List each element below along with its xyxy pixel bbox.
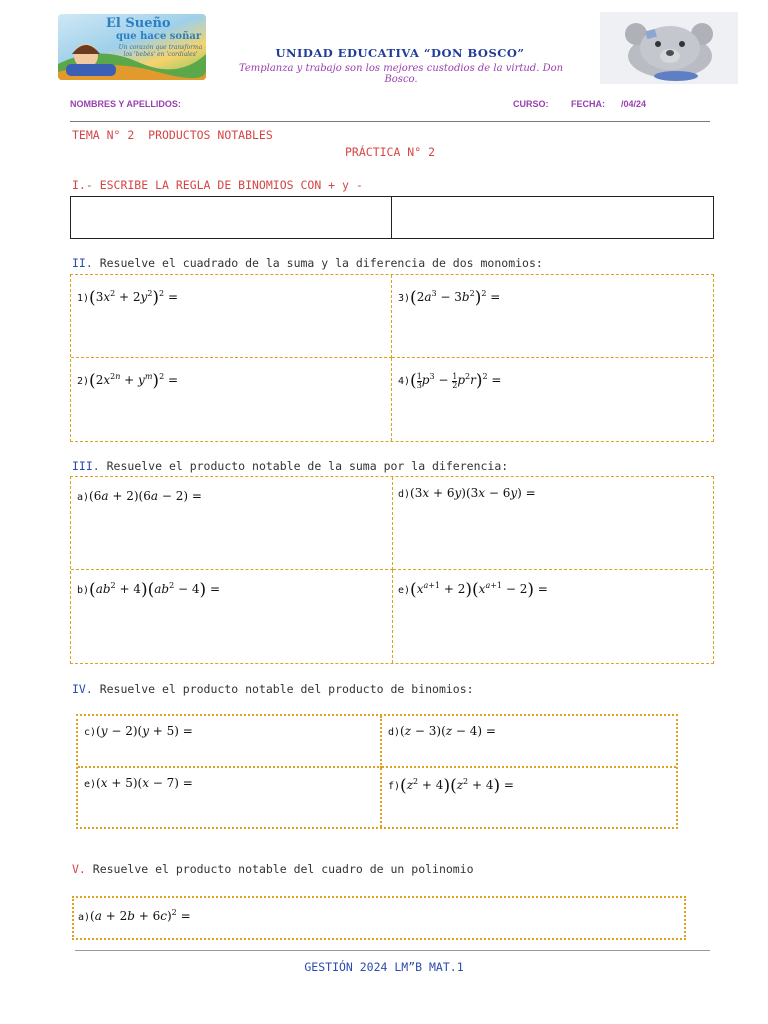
- date-label: FECHA:: [571, 99, 605, 109]
- school-name: UNIDAD EDUCATIVA “DON BOSCO”: [275, 46, 525, 60]
- logo-subtitle: que hace soñar: [116, 31, 202, 42]
- exercise-label: 2): [77, 376, 90, 387]
- logo-tagline: Un corazón que transforma los 'bebés' en 'cordiales': [118, 44, 203, 58]
- section-3-grid: [70, 476, 714, 664]
- exercise-cell[interactable]: [78, 716, 382, 768]
- exercise-f: $f)(z^2 + 4)(z^2 + 4)$ =: [388, 776, 514, 796]
- section-4-grid: [76, 714, 678, 829]
- section-3-numeral: III.: [72, 459, 100, 473]
- section-3-heading: [72, 459, 508, 473]
- exercise-cell[interactable]: [392, 275, 713, 358]
- exercise-cell[interactable]: [392, 358, 713, 441]
- exercise-1: $1)(3x^2 + 2y^2)^2$ =: [77, 288, 179, 308]
- section-1-heading: I.- ESCRIBE LA REGLA DE BINOMIOS CON + y -: [72, 178, 363, 192]
- rule-plus-cell[interactable]: [71, 197, 392, 238]
- section-3-text: Resuelve el producto notable de la suma por la diferencia:: [99, 459, 509, 473]
- section-4-numeral: IV.: [72, 682, 93, 696]
- section-5-text: Resuelve el producto notable del cuadro de un polinomio: [85, 862, 474, 876]
- exercise-cell[interactable]: [71, 570, 393, 663]
- section-2-text: Resuelve el cuadrado de la suma y la diferencia de dos monomios:: [92, 256, 543, 270]
- exercise-cell[interactable]: [71, 477, 393, 570]
- section-4-text: Resuelve el producto notable del producto de binomios:: [92, 682, 474, 696]
- practice-title: PRÁCTICA N° 2: [345, 145, 436, 159]
- exercise-label: c): [84, 727, 97, 738]
- names-label: NOMBRES Y APELLIDOS:: [70, 99, 181, 109]
- section-4-heading: [72, 682, 474, 696]
- teddy-bear-image: [600, 12, 738, 84]
- exercise-label: 1): [77, 293, 90, 304]
- exercise-label: d): [388, 727, 401, 738]
- section-5-heading: [72, 862, 474, 876]
- exercise-d2: d)(z − 3)(z − 4) =: [388, 724, 496, 738]
- exercise-label: b): [77, 585, 90, 596]
- exercise-cell[interactable]: [71, 275, 392, 358]
- exercise-label: d): [398, 489, 411, 500]
- topic-title: TEMA N° 2 PRODUCTOS NOTABLES: [72, 128, 273, 142]
- exercise-label: 3): [398, 293, 411, 304]
- section-5-numeral: V.: [72, 862, 86, 876]
- school-logo: [58, 14, 206, 80]
- exercise-c: c)(y − 2)(y + 5) =: [84, 724, 193, 738]
- rule-minus-cell[interactable]: [392, 197, 713, 238]
- date-value: /04/24: [621, 99, 647, 109]
- section-5-box[interactable]: [72, 896, 686, 940]
- exercise-label: e): [84, 779, 97, 790]
- header-divider: [70, 121, 710, 122]
- school-motto: Templanza y trabajo son los mejores custodios de la virtud. Don Bosco.: [238, 63, 564, 85]
- exercise-label: a): [77, 492, 90, 503]
- exercise-v-a: $a)(a + 2b + 6c)^2$ =: [78, 908, 191, 923]
- exercise-label: a): [78, 912, 91, 923]
- exercise-cell[interactable]: [382, 768, 676, 827]
- exercise-cell[interactable]: [382, 716, 676, 768]
- section-2-heading: [72, 256, 543, 270]
- logo-title: El Sueño: [106, 16, 171, 31]
- exercise-e: $e)(x^{a+1} + 2)(x^{a+1} - 2)$ =: [398, 580, 548, 600]
- footer-text: GESTIÓN 2024 LM”B MAT.1: [304, 960, 464, 974]
- exercise-e2: e)(x + 5)(x − 7) =: [84, 776, 193, 790]
- course-label: CURSO:: [513, 99, 549, 109]
- section-2-grid: [70, 274, 714, 442]
- footer-divider: [75, 950, 710, 951]
- exercise-3: $3)(2a^3 - 3b^2)^2$ =: [398, 288, 501, 308]
- exercise-cell[interactable]: [393, 570, 713, 663]
- exercise-label: f): [388, 781, 401, 792]
- exercise-label: 4): [398, 376, 411, 387]
- exercise-a: a)(6a + 2)(6a − 2) =: [77, 489, 202, 503]
- exercise-cell[interactable]: [78, 768, 382, 827]
- exercise-label: e): [398, 585, 411, 596]
- exercise-cell[interactable]: [71, 358, 392, 441]
- exercise-b: $b)(ab^2 + 4)(ab^2 - 4)$ =: [77, 580, 221, 600]
- exercise-d: d)(3x + 6y)(3x − 6y) =: [398, 486, 536, 500]
- exercise-4: 4)( $\frac{1}{3}$ $p^3$ − $\frac{1}{2}$ $p^2r)^2$ =: [398, 371, 502, 391]
- section-2-numeral: II.: [72, 256, 93, 270]
- exercise-2: $2)(2x^{2n} + y^m)^2$ =: [77, 371, 179, 391]
- exercise-cell[interactable]: [393, 477, 713, 570]
- rule-table: [70, 196, 714, 239]
